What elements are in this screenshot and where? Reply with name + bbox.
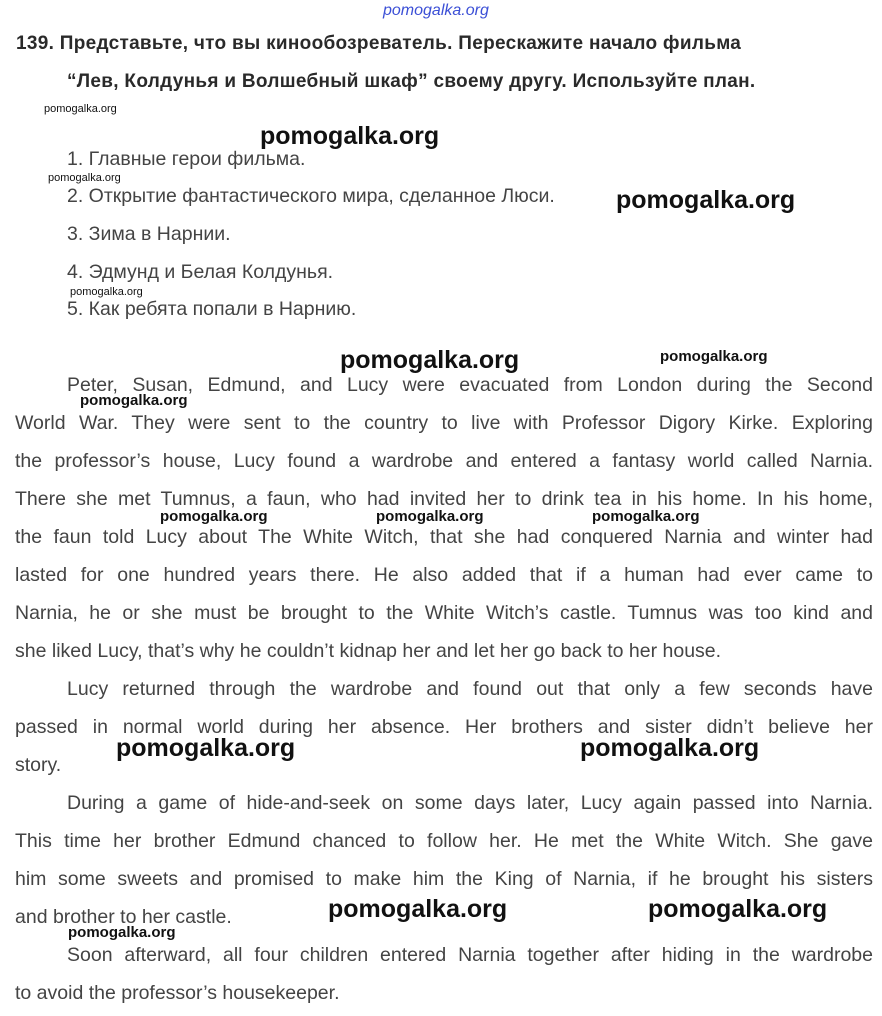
text-line: World War. They were sent to the country to live with Professor Digory Kirke. Exploring bbox=[15, 412, 873, 434]
watermark: pomogalka.org bbox=[160, 508, 268, 525]
text-line: Peter, Susan, Edmund, and Lucy were evacuated from London during the Second bbox=[67, 374, 873, 396]
watermark: pomogalka.org bbox=[616, 186, 796, 214]
plan-item-2: 2. Открытие фантастического мира, сделанное Люси. bbox=[67, 185, 555, 207]
watermark: pomogalka.org bbox=[80, 392, 188, 409]
watermark: pomogalka.org bbox=[580, 734, 760, 762]
watermark: pomogalka.org bbox=[376, 508, 484, 525]
watermark: pomogalka.org bbox=[328, 895, 508, 923]
text-line: the faun told Lucy about The White Witch, that she had conquered Narnia and winter had bbox=[15, 526, 873, 548]
text-line: story. bbox=[15, 754, 62, 776]
watermark: pomogalka.org bbox=[116, 734, 296, 762]
text-line: This time her brother Edmund chanced to follow her. He met the White Witch. She gave bbox=[15, 830, 873, 852]
watermark-top: pomogalka.org bbox=[383, 2, 489, 19]
text-line: she liked Lucy, that’s why he couldn’t kidnap her and let her go back to her house. bbox=[15, 640, 722, 662]
text-line: passed in normal world during her absence. Her brothers and sister didn’t believe her bbox=[15, 716, 873, 738]
plan-item-5: 5. Как ребята попали в Нарнию. bbox=[67, 298, 357, 320]
watermark: pomogalka.org bbox=[340, 346, 520, 374]
watermark: pomogalka.org bbox=[68, 924, 176, 941]
text-line: him some sweets and promised to make him the King of Narnia, if he brought his sisters bbox=[15, 868, 873, 890]
watermark: pomogalka.org bbox=[592, 508, 700, 525]
text-line: and brother to her castle. bbox=[15, 906, 232, 928]
task-heading-line1: 139. Представьте, что вы кинообозреватель. Перескажите начало фильма bbox=[16, 33, 742, 54]
plan-item-4: 4. Эдмунд и Белая Колдунья. bbox=[67, 261, 334, 283]
plan-item-1: 1. Главные герои фильма. bbox=[67, 148, 306, 170]
text-line: lasted for one hundred years there. He also added that if a human had ever came to bbox=[15, 564, 873, 586]
watermark: pomogalka.org bbox=[660, 348, 768, 365]
text-line: Narnia, he or she must be brought to the White Witch’s castle. Tumnus was too kind and bbox=[15, 602, 873, 624]
text-line: There she met Tumnus, a faun, who had invited her to drink tea in his home. In his home, bbox=[15, 488, 873, 510]
watermark: pomogalka.org bbox=[44, 103, 117, 115]
text-line: the professor’s house, Lucy found a wardrobe and entered a fantasy world called Narnia. bbox=[15, 450, 873, 472]
text-line: to avoid the professor’s housekeeper. bbox=[15, 982, 340, 1004]
plan-item-3: 3. Зима в Нарнии. bbox=[67, 223, 231, 245]
text-line: Lucy returned through the wardrobe and found out that only a few seconds have bbox=[67, 678, 873, 700]
text-line: During a game of hide-and-seek on some days later, Lucy again passed into Narnia. bbox=[67, 792, 873, 814]
watermark: pomogalka.org bbox=[260, 122, 440, 150]
watermark: pomogalka.org bbox=[48, 172, 121, 184]
watermark: pomogalka.org bbox=[70, 286, 143, 298]
watermark: pomogalka.org bbox=[648, 895, 828, 923]
text-line: Soon afterward, all four children entered Narnia together after hiding in the wardrobe bbox=[67, 944, 873, 966]
task-heading-line2: “Лев, Колдунья и Волшебный шкаф” своему другу. Используйте план. bbox=[67, 71, 756, 92]
